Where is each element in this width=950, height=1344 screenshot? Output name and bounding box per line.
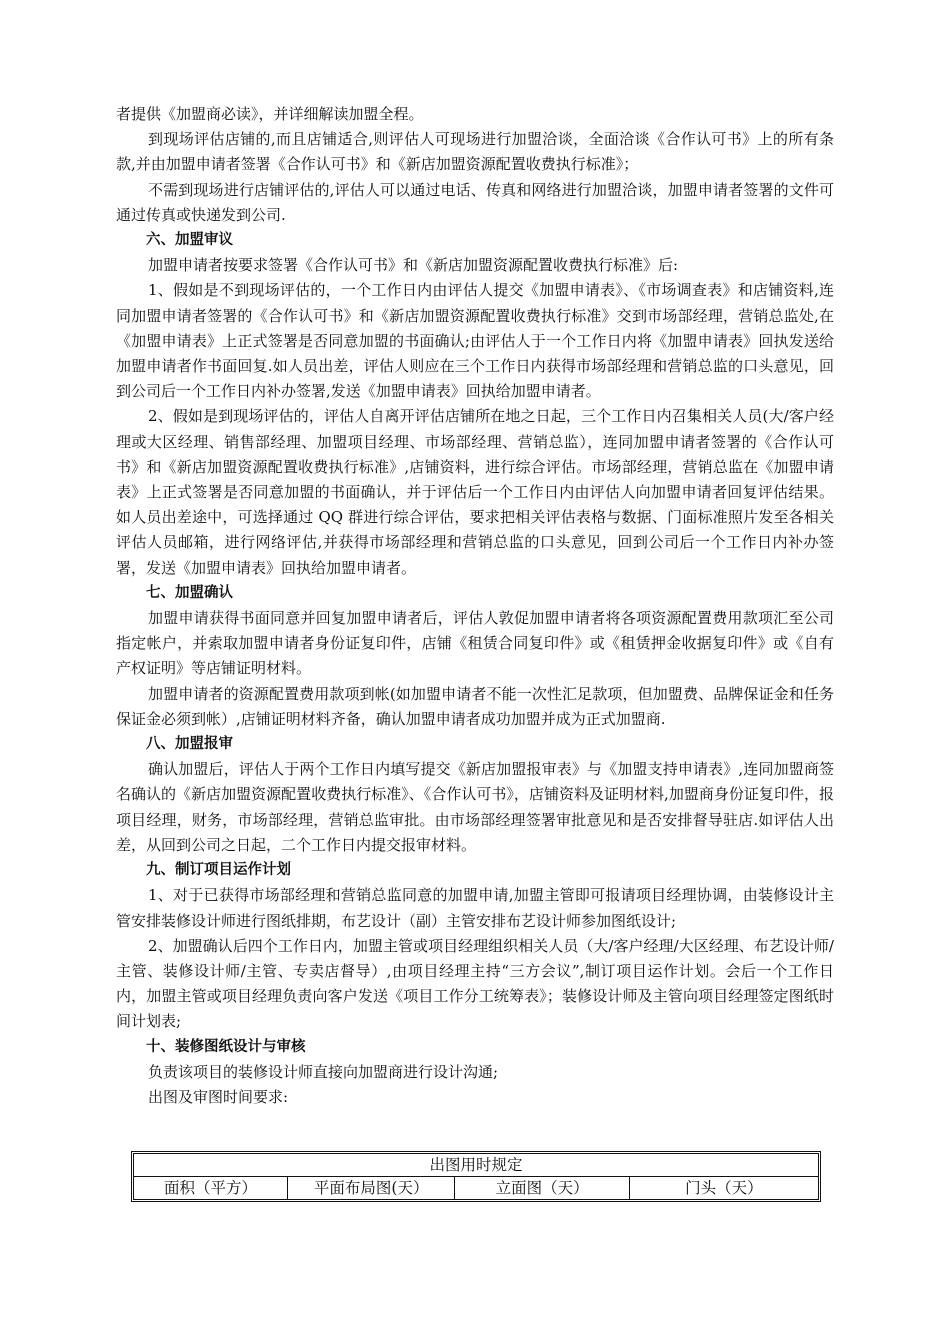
document-body <box>116 102 834 1110</box>
drawing-time-table <box>131 1151 821 1202</box>
paragraph: 者提供《加盟商必读》，并详细解读加盟全程。 <box>116 105 424 123</box>
paragraph: 加盟申请者按要求签署《合作认可书》和《新店加盟资源配置收费执行标准》后: <box>148 256 679 275</box>
paragraph: 2、加盟确认后四个工作日内，加盟主管或项目经理组织相关人员（大/客户经理/大区经理、布艺设计师/主管、装修设计师/主管、专卖店督导）,由项目经理主持“三方会议”,制订项目运作计划。会后一个工作日内，加盟主管或项目经理负责向客户发送《项目工作分工统筹表》；装修设计师及主管向项目经理签定图纸时间计划表; <box>116 936 834 1031</box>
column-header-area: 面积（平方） <box>134 1177 288 1199</box>
paragraph: 负责该项目的装修设计师直接向加盟商进行设计沟通; <box>148 1062 499 1081</box>
table-caption: 出图用时规定 <box>134 1154 818 1177</box>
column-header-elevation: 立面图（天） <box>455 1177 629 1199</box>
section-heading: 六、加盟审议 <box>146 232 233 249</box>
paragraph: 不需到现场进行店铺评估的,评估人可以通过电话、传真和网络进行加盟洽谈，加盟申请者签署的文件可通过传真或快递发到公司. <box>116 180 834 224</box>
section-heading: 九、制订项目运作计划 <box>146 862 291 879</box>
paragraph: 加盟申请者的资源配置费用款项到帐(如加盟申请者不能一次性汇足款项，但加盟费、品牌保证金和任务保证金必须到帐）,店铺证明材料齐备，确认加盟申请者成功加盟并成为正式加盟商. <box>116 684 834 728</box>
table-caption-row <box>134 1154 818 1177</box>
paragraph: 出图及审图时间要求: <box>148 1087 289 1106</box>
drawing-time-table-wrapper <box>131 1151 821 1202</box>
paragraph: 加盟申请获得书面同意并回复加盟申请者后，评估人敦促加盟申请者将各项资源配置费用款项汇至公司指定帐户，并索取加盟申请者身份证复印件，店铺《租赁合同复印件》或《租赁押金收据复印件》或《自有产权证明》等店铺证明材料。 <box>116 609 834 678</box>
column-header-floor-plan: 平面布局图(天） <box>288 1177 456 1199</box>
table-header-row <box>134 1177 818 1199</box>
paragraph: 2、假如是到现场评估的，评估人自离开评估店铺所在地之日起，三个工作日内召集相关人员(大/客户经理或大区经理、销售部经理、加盟项目经理、市场部经理、营销总监），连同加盟申请者签署的《合作认可书》和《新店加盟资源配置收费执行标准》,店铺资料，进行综合评估。市场部经理，营销总监在《加盟申请表》上正式签署是否同意加盟的书面确认，并于评估后一个工作日内由评估人向加盟申请者回复评估结果。如人员出差途中，可选择通过 QQ 群进行综合评估，要求把相关评估表格与数据、门面标准照片发至各相关评估人员邮箱，进行网络评估,并获得市场部经理和营销总监的口头意见，回到公司后一个工作日内补办签署，发送《加盟申请表》回执给加盟申请者。 <box>116 407 834 577</box>
paragraph: 确认加盟后，评估人于两个工作日内填写提交《新店加盟报审表》与《加盟支持申请表》,连同加盟商签名确认的《新店加盟资源配置收费执行标准》、《合作认可书》，店铺资料及证明材料,加盟商身份证复印件，报项目经理，财务，市场部经理，营销总监审批。由市场部经理签署审批意见和是否安排督导驻店.如评估人出差，从回到公司之日起，二个工作日内提交报审材料。 <box>116 760 834 854</box>
paragraph: 到现场评估店铺的,而且店铺适合,则评估人可现场进行加盟洽谈，全面洽谈《合作认可书》上的所有条款,并由加盟申请者签署《合作认可书》和《新店加盟资源配置收费执行标准》； <box>116 130 834 174</box>
paragraph: 1、假如是不到现场评估的，一个工作日内由评估人提交《加盟申请表》、《市场调查表》和店铺资料,连同加盟申请者签署的《合作认可书》和《新店加盟资源配置收费执行标准》交到市场部经理，营销总监处,在《加盟申请表》上正式签署是否同意加盟的书面确认;由评估人于一个工作日内将《加盟申请表》回执发送给加盟申请者作书面回复.如人员出差，评估人则应在三个工作日内获得市场部经理和营销总监的口头意见，回到公司后一个工作日内补办签署,发送《加盟申请表》回执给加盟申请者。 <box>116 281 834 401</box>
section-heading: 十、装修图纸设计与审核 <box>146 1038 306 1055</box>
column-header-storefront: 门头（天） <box>685 1179 763 1197</box>
paragraph: 1、对于已获得市场部经理和营销总监同意的加盟申请,加盟主管即可报请项目经理协调，由装修设计主管安排装修设计师进行图纸排期，布艺设计（副）主管安排布艺设计师参加图纸设计; <box>116 886 834 930</box>
section-heading: 八、加盟报审 <box>146 736 233 753</box>
section-heading: 七、加盟确认 <box>146 584 233 601</box>
